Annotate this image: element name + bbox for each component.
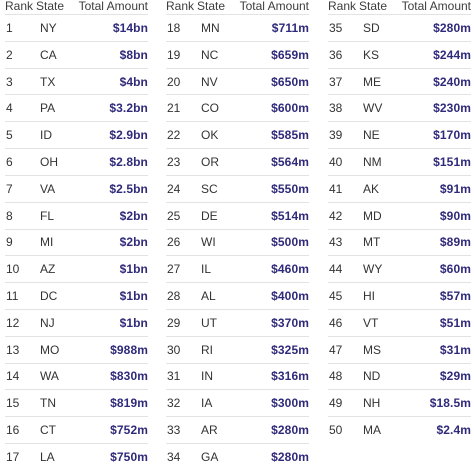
rank-cell: 23 [166, 149, 197, 176]
table-row [328, 175, 471, 202]
state-cell: AL [197, 283, 239, 310]
rank-cell: 25 [166, 202, 197, 229]
amount-cell: $2.5bn [78, 175, 148, 202]
amount-cell: $89m [401, 229, 471, 256]
rank-cell: 20 [166, 68, 197, 95]
state-cell: IL [197, 256, 239, 283]
amount-header: Total Amount [78, 0, 148, 13]
amount-cell: $8bn [78, 41, 148, 68]
rank-cell: 17 [5, 444, 36, 470]
rank-header: Rank [328, 0, 357, 13]
amount-cell: $280m [239, 444, 309, 470]
state-cell: CO [197, 95, 239, 122]
table-row [5, 417, 148, 444]
table-row [166, 444, 309, 470]
state-cell: WV [359, 95, 401, 122]
rank-table-column-2 [166, 0, 309, 470]
amount-cell: $600m [239, 95, 309, 122]
rank-cell: 11 [5, 283, 36, 310]
table-row [328, 95, 471, 122]
rank-table-column-1 [5, 0, 148, 470]
table-row [328, 41, 471, 68]
rank-cell: 35 [328, 15, 359, 42]
amount-cell: $2bn [78, 229, 148, 256]
table-row [166, 309, 309, 336]
rank-cell: 37 [328, 68, 359, 95]
table-row [5, 68, 148, 95]
table-row [328, 309, 471, 336]
rank-cell: 36 [328, 41, 359, 68]
state-cell: MD [359, 202, 401, 229]
amount-cell: $750m [78, 444, 148, 470]
rank-header: Rank [166, 0, 195, 13]
amount-cell: $585m [239, 122, 309, 149]
state-cell: TX [36, 68, 78, 95]
state-cell: CA [36, 41, 78, 68]
state-cell: OR [197, 149, 239, 176]
state-cell: UT [197, 309, 239, 336]
amount-header: Total Amount [401, 0, 471, 13]
table-row [5, 309, 148, 336]
rank-cell: 49 [328, 390, 359, 417]
table-row [5, 122, 148, 149]
rank-cell: 44 [328, 256, 359, 283]
rank-cell: 15 [5, 390, 36, 417]
state-cell: FL [36, 202, 78, 229]
table-header-row [5, 0, 148, 15]
amount-cell: $2bn [78, 202, 148, 229]
state-cell: VA [36, 175, 78, 202]
state-cell: AZ [36, 256, 78, 283]
state-cell: NV [197, 68, 239, 95]
state-cell: NE [359, 122, 401, 149]
amount-cell: $91m [401, 175, 471, 202]
state-header: State [359, 0, 388, 13]
rank-cell: 6 [5, 149, 36, 176]
amount-cell: $244m [401, 41, 471, 68]
table-row [166, 95, 309, 122]
state-cell: ND [359, 363, 401, 390]
rank-cell: 16 [5, 417, 36, 444]
amount-cell: $18.5m [401, 390, 471, 417]
rank-cell: 45 [328, 283, 359, 310]
state-cell: MO [36, 336, 78, 363]
table-row [328, 417, 471, 443]
state-cell: CT [36, 417, 78, 444]
rank-cell: 21 [166, 95, 197, 122]
state-cell: DE [197, 202, 239, 229]
amount-cell: $280m [239, 417, 309, 444]
state-cell: NC [197, 41, 239, 68]
rank-cell: 30 [166, 336, 197, 363]
rank-cell: 50 [328, 417, 359, 443]
amount-header: Total Amount [239, 0, 309, 13]
rank-cell: 33 [166, 417, 197, 444]
state-cell: OK [197, 122, 239, 149]
table-row [328, 68, 471, 95]
state-cell: PA [36, 95, 78, 122]
state-cell: MI [36, 229, 78, 256]
table-row [5, 229, 148, 256]
table-row [328, 122, 471, 149]
rank-cell: 47 [328, 336, 359, 363]
rank-cell: 8 [5, 202, 36, 229]
rank-header: Rank [5, 0, 34, 13]
amount-cell: $300m [239, 390, 309, 417]
table-row [166, 122, 309, 149]
rank-cell: 22 [166, 122, 197, 149]
rank-cell: 28 [166, 283, 197, 310]
table-row [166, 229, 309, 256]
amount-cell: $29m [401, 363, 471, 390]
amount-cell: $2.4m [401, 417, 471, 443]
state-cell: NY [36, 15, 78, 42]
state-cell: RI [197, 336, 239, 363]
rank-cell: 34 [166, 444, 197, 470]
amount-cell: $240m [401, 68, 471, 95]
table-row [5, 336, 148, 363]
amount-cell: $711m [239, 15, 309, 42]
state-cell: MT [359, 229, 401, 256]
rank-cell: 41 [328, 175, 359, 202]
state-cell: KS [359, 41, 401, 68]
rank-cell: 13 [5, 336, 36, 363]
table-row [5, 256, 148, 283]
table-header-row [328, 0, 471, 15]
state-cell: MN [197, 15, 239, 42]
state-cell: AK [359, 175, 401, 202]
state-cell: IA [197, 390, 239, 417]
amount-cell: $230m [401, 95, 471, 122]
state-cell: NM [359, 149, 401, 176]
state-cell: NJ [36, 309, 78, 336]
rank-cell: 40 [328, 149, 359, 176]
rank-cell: 12 [5, 309, 36, 336]
table-row [5, 390, 148, 417]
table-header-row [166, 0, 309, 15]
rank-cell: 29 [166, 309, 197, 336]
table-row [328, 363, 471, 390]
amount-cell: $819m [78, 390, 148, 417]
rank-cell: 10 [5, 256, 36, 283]
rank-cell: 19 [166, 41, 197, 68]
rank-cell: 39 [328, 122, 359, 149]
state-cell: WA [36, 363, 78, 390]
rank-cell: 46 [328, 309, 359, 336]
rank-cell: 5 [5, 122, 36, 149]
rank-cell: 32 [166, 390, 197, 417]
amount-cell: $316m [239, 363, 309, 390]
state-cell: VT [359, 309, 401, 336]
amount-cell: $500m [239, 229, 309, 256]
amount-cell: $830m [78, 363, 148, 390]
table-row [328, 256, 471, 283]
amount-cell: $31m [401, 336, 471, 363]
rank-cell: 42 [328, 202, 359, 229]
amount-cell: $1bn [78, 256, 148, 283]
rank-cell: 9 [5, 229, 36, 256]
table-row [166, 175, 309, 202]
table-row [328, 229, 471, 256]
rank-cell: 2 [5, 41, 36, 68]
rank-cell: 24 [166, 175, 197, 202]
table-row [328, 283, 471, 310]
amount-cell: $370m [239, 309, 309, 336]
state-cell: WI [197, 229, 239, 256]
amount-cell: $51m [401, 309, 471, 336]
amount-cell: $3.2bn [78, 95, 148, 122]
table-row [5, 363, 148, 390]
table-row [328, 15, 471, 42]
rank-cell: 4 [5, 95, 36, 122]
rank-cell: 27 [166, 256, 197, 283]
amount-cell: $659m [239, 41, 309, 68]
table-row [166, 41, 309, 68]
state-cell: GA [197, 444, 239, 470]
amount-cell: $280m [401, 15, 471, 42]
rank-cell: 14 [5, 363, 36, 390]
table-row [166, 15, 309, 42]
table-row [166, 417, 309, 444]
rank-table-column-3 [328, 0, 471, 443]
table-row [166, 336, 309, 363]
amount-cell: $650m [239, 68, 309, 95]
state-cell: SD [359, 15, 401, 42]
amount-cell: $460m [239, 256, 309, 283]
amount-cell: $14bn [78, 15, 148, 42]
table-row [166, 149, 309, 176]
table-row [328, 202, 471, 229]
amount-cell: $1bn [78, 283, 148, 310]
state-cell: NH [359, 390, 401, 417]
table-row [5, 15, 148, 42]
amount-cell: $2.8bn [78, 149, 148, 176]
table-row [166, 283, 309, 310]
table-row [328, 149, 471, 176]
rank-cell: 18 [166, 15, 197, 42]
amount-cell: $988m [78, 336, 148, 363]
state-cell: ID [36, 122, 78, 149]
table-row [5, 444, 148, 470]
table-row [5, 95, 148, 122]
amount-cell: $1bn [78, 309, 148, 336]
rank-cell: 43 [328, 229, 359, 256]
table-row [166, 202, 309, 229]
rank-cell: 48 [328, 363, 359, 390]
table-row [166, 363, 309, 390]
state-cell: IN [197, 363, 239, 390]
amount-cell: $2.9bn [78, 122, 148, 149]
table-row [166, 390, 309, 417]
rank-cell: 38 [328, 95, 359, 122]
amount-cell: $90m [401, 202, 471, 229]
rank-cell: 1 [5, 15, 36, 42]
state-cell: SC [197, 175, 239, 202]
table-row [166, 68, 309, 95]
table-row [5, 283, 148, 310]
state-cell: AR [197, 417, 239, 444]
rank-cell: 7 [5, 175, 36, 202]
table-row [328, 336, 471, 363]
rank-cell: 26 [166, 229, 197, 256]
amount-cell: $60m [401, 256, 471, 283]
amount-cell: $400m [239, 283, 309, 310]
state-header: State [197, 0, 226, 13]
state-cell: OH [36, 149, 78, 176]
amount-cell: $550m [239, 175, 309, 202]
state-cell: TN [36, 390, 78, 417]
state-cell: MS [359, 336, 401, 363]
table-row [166, 256, 309, 283]
amount-cell: $4bn [78, 68, 148, 95]
amount-cell: $151m [401, 149, 471, 176]
state-header: State [36, 0, 65, 13]
amount-cell: $57m [401, 283, 471, 310]
amount-cell: $514m [239, 202, 309, 229]
table-row [5, 149, 148, 176]
amount-cell: $170m [401, 122, 471, 149]
table-row [5, 202, 148, 229]
table-row [5, 175, 148, 202]
rank-cell: 31 [166, 363, 197, 390]
amount-cell: $325m [239, 336, 309, 363]
amount-cell: $752m [78, 417, 148, 444]
state-cell: MA [359, 417, 401, 443]
state-cell: DC [36, 283, 78, 310]
table-row [328, 390, 471, 417]
state-cell: ME [359, 68, 401, 95]
rank-cell: 3 [5, 68, 36, 95]
table-row [5, 41, 148, 68]
amount-cell: $564m [239, 149, 309, 176]
state-cell: WY [359, 256, 401, 283]
state-cell: HI [359, 283, 401, 310]
state-cell: LA [36, 444, 78, 470]
